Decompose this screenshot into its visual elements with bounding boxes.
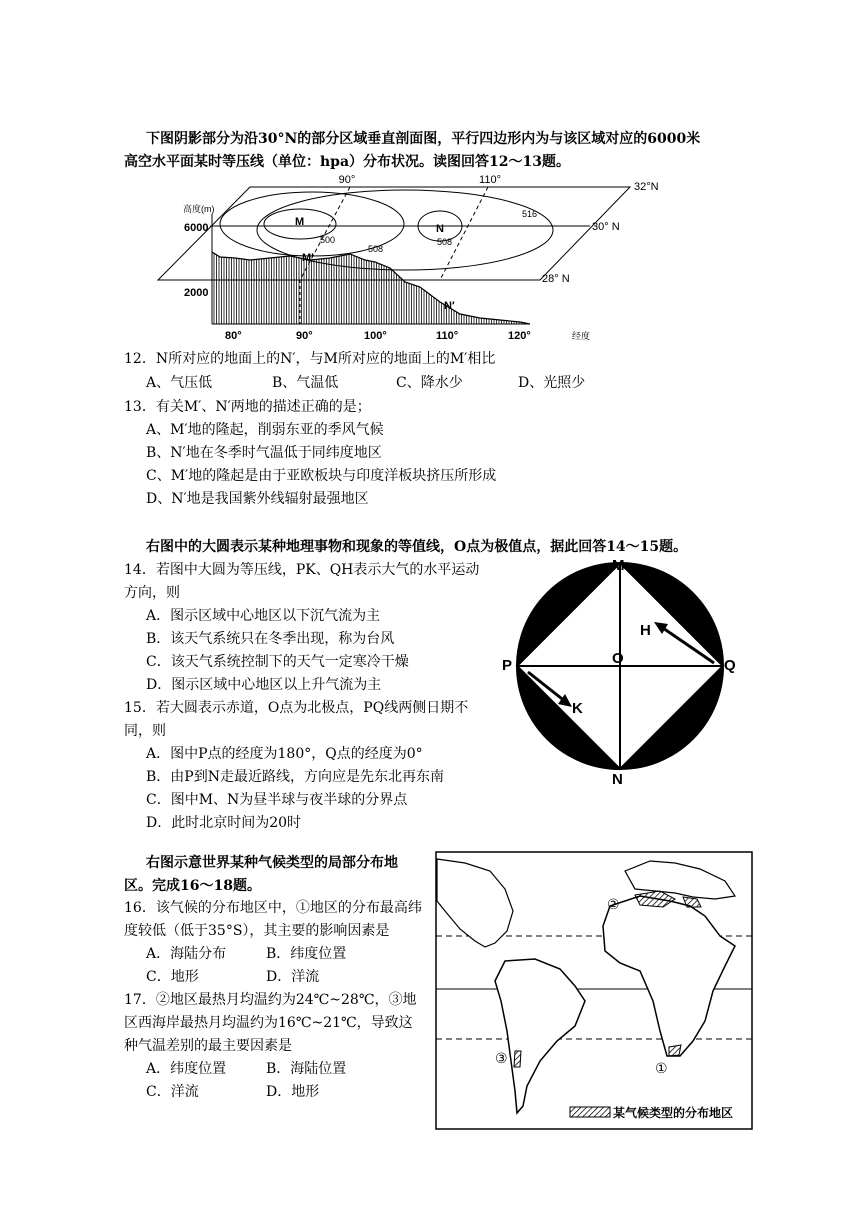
q16-stem-line2: 度较低（低于35°S），其主要的影响因素是 — [124, 923, 390, 939]
marker-1: ① — [655, 1060, 668, 1076]
label-k: K — [572, 700, 583, 717]
q16-options-row1 — [146, 943, 436, 966]
q12-option-d[interactable]: D、光照少 — [518, 375, 586, 391]
point-m-prime: M′ — [302, 252, 314, 264]
q12-option-b[interactable]: B、气温低 — [272, 375, 339, 391]
q15-option-b[interactable]: B．由P到N走最近路线，方向应是先东北再东南 — [146, 769, 444, 785]
q15-stem-line2: 同，则 — [124, 723, 166, 739]
q15-option-d[interactable]: D．此时北京时间为20时 — [146, 815, 302, 831]
region-1-southafrica — [669, 1045, 681, 1056]
height-axis-label: 高度(m) — [183, 204, 215, 214]
q13-option-c[interactable]: C、M′地的隆起是由于亚欧板块与印度洋板块挤压所形成 — [146, 468, 497, 484]
intro-12-13-line2: 高空水平面某时等压线（单位：hpa）分布状况。读图回答12～13题。 — [124, 154, 571, 170]
q17-option-d[interactable]: D．地形 — [266, 1084, 320, 1100]
circle-diagram — [500, 556, 740, 786]
q16-option-d[interactable]: D．洋流 — [266, 969, 320, 985]
q14-option-d[interactable]: D．图示区域中心地区以上升气流为主 — [146, 677, 382, 693]
q13-stem: 13．有关M′、N′两地的描述正确的是； — [124, 399, 371, 415]
point-n: N — [436, 223, 444, 235]
cross-section-figure — [150, 172, 670, 346]
q14-option-b[interactable]: B．该天气系统只在冬季出现，称为台风 — [146, 631, 395, 647]
q12-option-a[interactable]: A、气压低 — [146, 375, 213, 391]
label-m: M — [612, 557, 625, 574]
ytick-2000: 2000 — [184, 287, 209, 299]
xtick-120: 120° — [508, 330, 531, 342]
label-h: H — [640, 622, 651, 639]
xtick-80: 80° — [225, 330, 242, 342]
q14-stem-line1: 14．若图中大圆为等压线，PK、QH表示大气的水平运动 — [124, 562, 480, 578]
xtick-90: 90° — [296, 330, 313, 342]
lat-32n: 32°N — [634, 181, 659, 193]
q17-option-a[interactable]: A．纬度位置 — [146, 1061, 227, 1077]
q13-option-a[interactable]: A、M′地的隆起，削弱东亚的季风气候 — [146, 422, 384, 438]
intro-14-15: 右图中的大圆表示某种地理事物和现象的等值线，O点为极值点，据此回答14～15题。 — [146, 539, 688, 555]
intro-12-13-line1: 下图阴影部分为沿30°N的部分区域垂直剖面图，平行四边形内为与该区域对应的6000米 — [146, 131, 701, 147]
label-p: P — [502, 657, 513, 674]
q16-option-a[interactable]: A．海陆分布 — [146, 946, 227, 962]
q14-option-c[interactable]: C．该天气系统控制下的天气一定寒冷干燥 — [146, 654, 409, 670]
x-axis-label: 经度 — [572, 331, 591, 341]
label-o: O — [612, 650, 624, 667]
q13-option-b[interactable]: B、N′地在冬季时气温低于同纬度地区 — [146, 445, 382, 461]
marker-2: ② — [607, 896, 620, 912]
region-3-chile — [514, 1051, 521, 1067]
intro-16-18-line1: 右图示意世界某种气候类型的局部分布地 — [146, 855, 398, 871]
legend-label: 某气候类型的分布地区 — [613, 1106, 734, 1120]
q12-options — [146, 372, 666, 395]
isobar-508-a: 508 — [368, 244, 384, 254]
q17-stem-line2: 区西海岸最热月均温约为16℃~21℃，导致这 — [124, 1015, 413, 1031]
xtick-100: 100° — [364, 330, 387, 342]
q17-option-b[interactable]: B．海陆位置 — [266, 1061, 347, 1077]
terrain-profile — [214, 253, 527, 324]
lon-90-top: 90° — [338, 174, 356, 186]
q17-options-row2 — [146, 1081, 436, 1104]
q17-options-row1 — [146, 1058, 436, 1081]
xtick-110: 110° — [436, 330, 459, 342]
q17-option-c[interactable]: C．洋流 — [146, 1084, 199, 1100]
q13-option-d[interactable]: D、N′地是我国紫外线辐射最强地区 — [146, 491, 369, 507]
point-m: M — [295, 216, 305, 228]
q14-stem-line2: 方向，则 — [124, 585, 180, 601]
q12-stem: 12．N所对应的地面上的N′，与M所对应的地面上的M′相比 — [124, 351, 496, 367]
world-map-figure — [435, 851, 755, 1131]
q17-stem-line1: 17．②地区最热月均温约为24℃~28℃，③地 — [124, 992, 417, 1008]
lat-30n: 30° N — [592, 221, 620, 233]
isobar-508-b: 508 — [437, 237, 453, 247]
ytick-6000: 6000 — [184, 222, 209, 234]
isobar-516: 516 — [522, 209, 538, 219]
q12-option-c[interactable]: C、降水少 — [396, 375, 463, 391]
label-n: N — [612, 771, 623, 786]
q17-stem-line3: 种气温差别的最主要因素是 — [124, 1038, 292, 1054]
q15-stem-line1: 15．若大圆表示赤道，O点为北极点，PQ线两侧日期不 — [124, 700, 469, 716]
point-n-prime: N′ — [444, 300, 455, 312]
intro-16-18-line2: 区。完成16～18题。 — [124, 878, 261, 894]
marker-3: ③ — [495, 1050, 508, 1066]
q16-options-row2 — [146, 966, 436, 989]
label-q: Q — [724, 657, 736, 674]
q15-option-c[interactable]: C．图中M、N为昼半球与夜半球的分界点 — [146, 792, 408, 808]
lon-110-top: 110° — [479, 174, 501, 186]
q15-option-a[interactable]: A．图中P点的经度为180°，Q点的经度为0° — [146, 746, 423, 762]
q14-option-a[interactable]: A．图示区域中心地区以下沉气流为主 — [146, 608, 381, 624]
legend-swatch — [570, 1107, 610, 1117]
q16-stem-line1: 16．该气候的分布地区中，①地区的分布最高纬 — [124, 900, 422, 916]
isobar-500: 500 — [320, 235, 336, 245]
q16-option-c[interactable]: C．地形 — [146, 969, 199, 985]
lat-28n: 28° N — [542, 273, 570, 285]
q16-option-b[interactable]: B．纬度位置 — [266, 946, 347, 962]
